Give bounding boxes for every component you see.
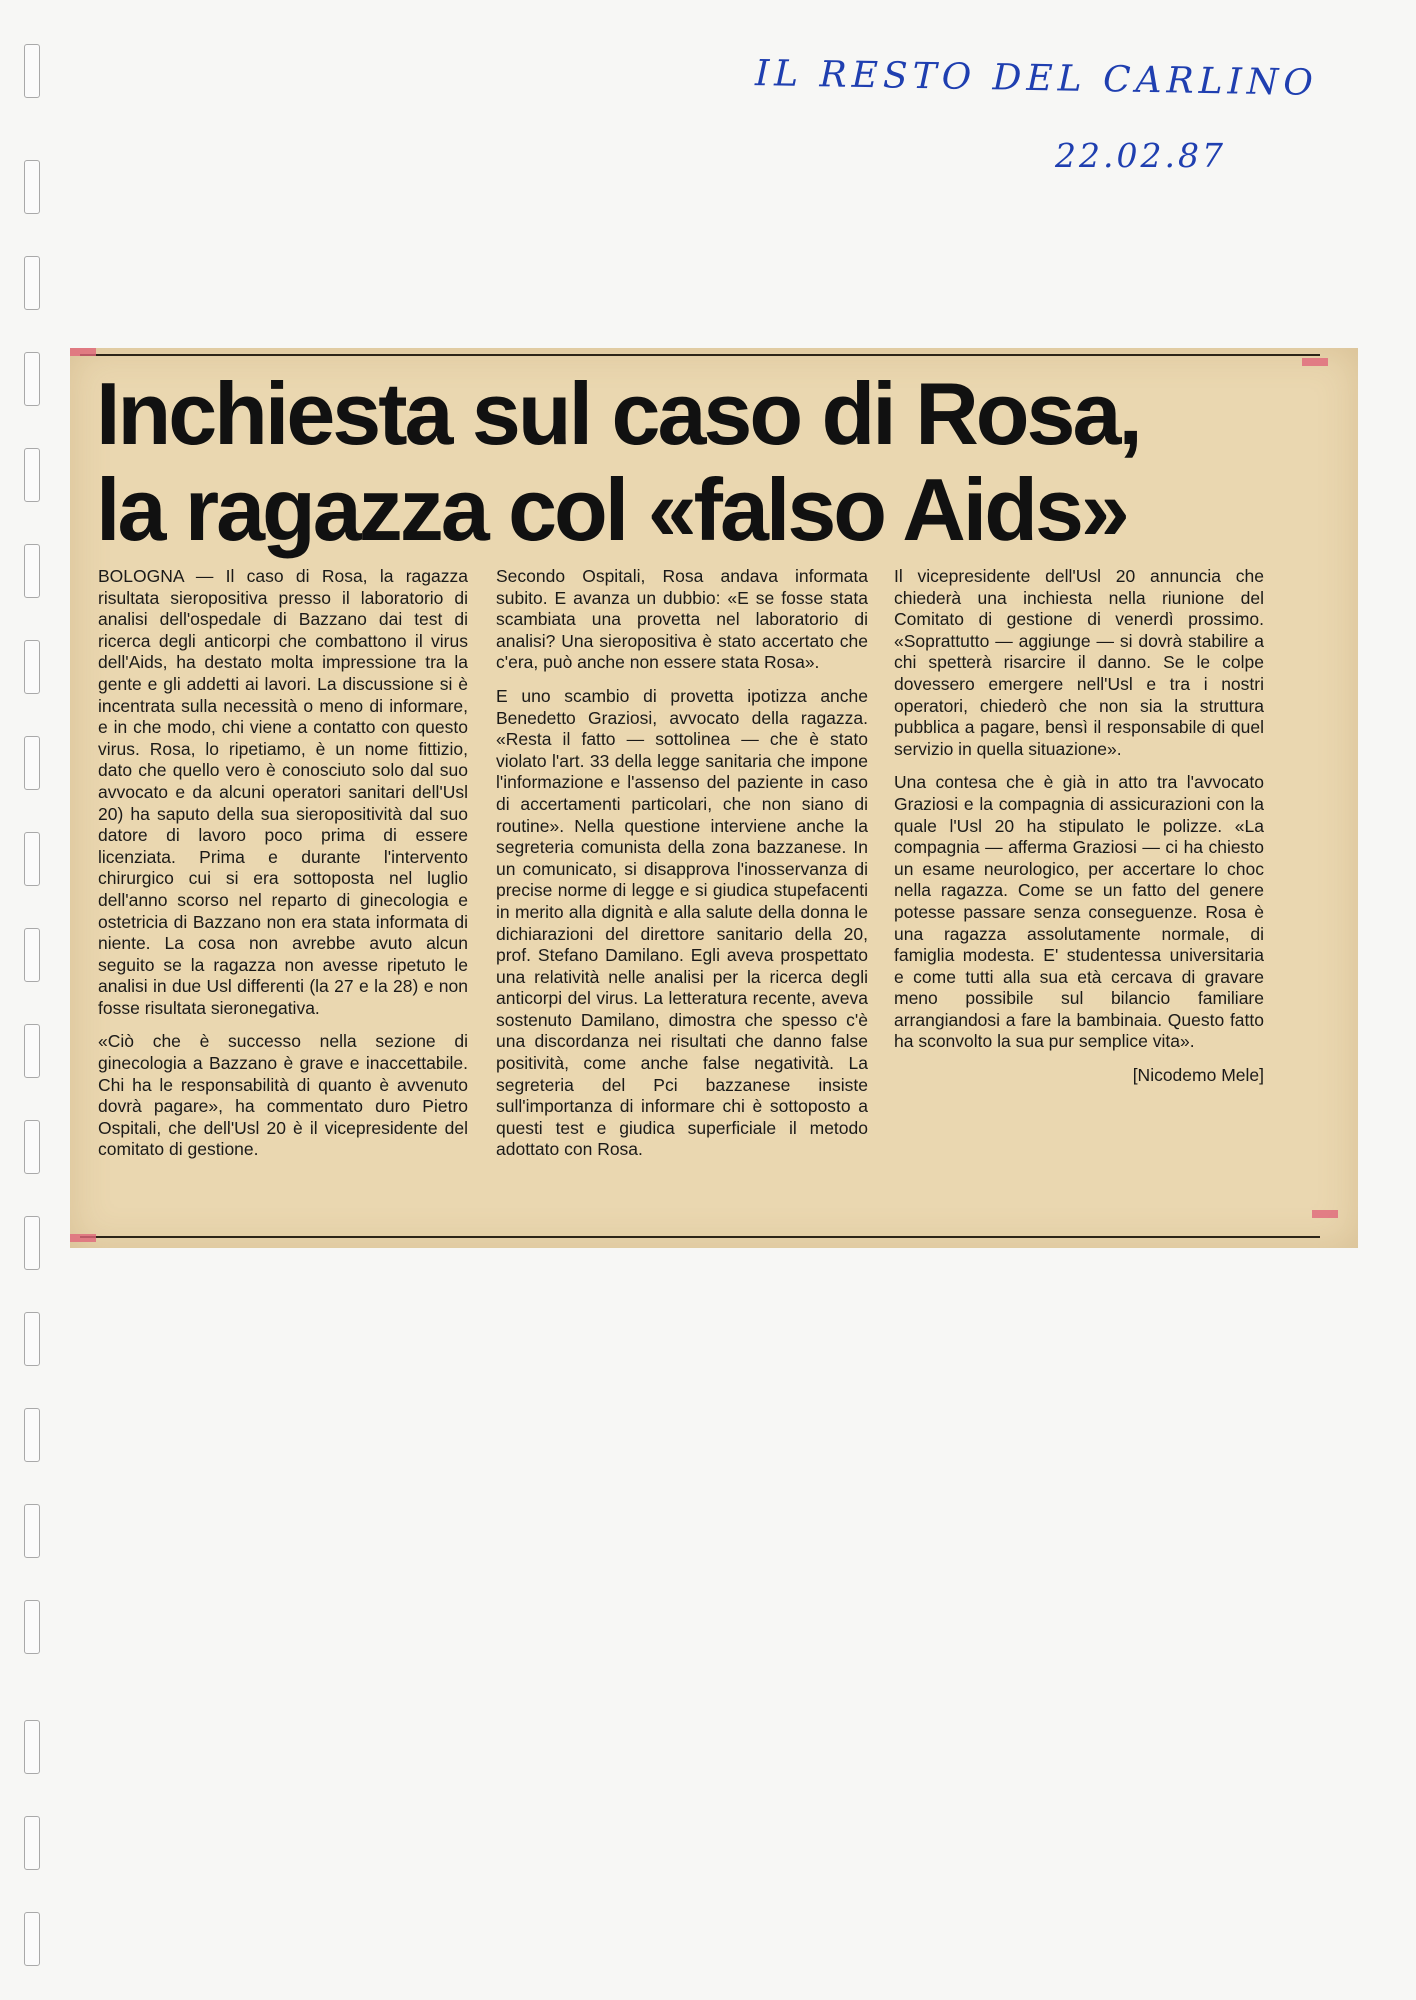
binder-hole — [24, 1912, 40, 1966]
paragraph: Il vicepresidente dell'Usl 20 annuncia che chiederà una inchiesta nella riunione del Comitato di gestione di venerdì prossimo. «Soprattutto — aggiunge — si dovrà stabilire a chi spetterà risarcire il danno. Se le colpe dovessero emergere nell'Usl e tra i nostri operatori, chiederò che non sia la struttura pubblica a pagare, bensì il responsabile di quel servizio in quella situazione». — [894, 566, 1264, 759]
binder-hole — [24, 832, 40, 886]
paragraph: Una contesa che è già in atto tra l'avvocato Graziosi e la compagnia di assicurazioni con la quale l'Usl 20 ha stipulato le polizze. «La compagnia — afferma Graziosi — ci ha chiesto un esame neurologico, per accertare lo choc nella ragazza. Come se un fatto del genere potesse passare senza conseguenze. Rosa è una ragazza assolutamente normale, di famiglia modesta. E' studentessa universitaria e come tutti alla sua età cercava di gravare meno possibile sul bilancio familiare arrangiandosi a fare la bambinaia. Questo fatto ha sconvolto la sua pur semplice vita». — [894, 772, 1264, 1052]
binder-hole — [24, 928, 40, 982]
handwritten-newspaper-name: IL RESTO DEL CARLINO — [754, 53, 1319, 104]
binder-hole — [24, 1720, 40, 1774]
binder-hole — [24, 1408, 40, 1462]
binder-hole — [24, 1600, 40, 1654]
article-column-3 — [894, 566, 1264, 1087]
binder-hole — [24, 256, 40, 310]
bottom-rule — [80, 1236, 1320, 1238]
binder-hole — [24, 544, 40, 598]
article-column-2 — [496, 566, 868, 1161]
binder-hole — [24, 1216, 40, 1270]
binder-hole — [24, 1504, 40, 1558]
binder-hole — [24, 736, 40, 790]
top-rule — [80, 354, 1320, 356]
paragraph: E uno scambio di provetta ipotizza anche Benedetto Graziosi, avvocato della ragazza. «Resta il fatto — sottolinea — che è stato violato l'art. 33 della legge sanitaria che impone l'informazione e l'assenso del paziente in caso di accertamenti particolari, che non siano di routine». Nella questione interviene anche la segreteria comunista della zona bazzanese. In un comunicato, si disapprova l'inosservanza di precise norme di legge e si giudica stupefacenti in merito alla dignità e alla salute della donna le dichiarazioni del direttore sanitario della 20, prof. Stefano Damilano. Egli aveva prospettato una relatività nelle analisi per la ricerca degli anticorpi del virus. La letteratura recente, aveva sostenuto Damilano, dimostra che spesso c'è una discordanza nei risultati che danno false positività, come anche false negatività. La segreteria del Pci bazzanese insiste sull'importanza di informare chi è sottoposto a questi test e giudica superficiale il metodo adottato con Rosa. — [496, 685, 868, 1160]
binder-hole — [24, 448, 40, 502]
headline-line-1: Inchiesta sul caso di Rosa, — [96, 364, 1140, 463]
binder-hole — [24, 1312, 40, 1366]
binder-hole — [24, 352, 40, 406]
paragraph: Secondo Ospitali, Rosa andava informata subito. E avanza un dubbio: «E se fosse stata scambiata una provetta nel laboratorio di analisi? Una sieropositiva è stato accertato che c'era, può anche non essere stata Rosa». — [496, 566, 868, 673]
binder-hole — [24, 44, 40, 98]
adjacent-clipping-edge — [1296, 348, 1358, 1248]
corner-mark — [70, 1234, 96, 1242]
binder-hole — [24, 1120, 40, 1174]
corner-mark — [70, 348, 96, 356]
paragraph: BOLOGNA — Il caso di Rosa, la ragazza risultata sieropositiva presso il laboratorio di analisi dell'ospedale di Bazzano dai test di ricerca degli anticorpi che combattono il virus dell'Aids, ha destato molta impressione tra la gente e gli addetti ai lavori. La discussione si è incentrata sulla necessità o meno di informare, e in che modo, chi viene a contatto con questo virus. Rosa, lo ripetiamo, è un nome fittizio, dato che quello vero è conosciuto solo dal suo avvocato e da alcuni operatori sanitari dell'Usl 20) ha saputo della sua sieropositività dal suo datore di lavoro poco prima di essere licenziata. Prima e durante l'intervento chirurgico cui si era sottoposta nel luglio dell'anno scorso nel reparto di ginecologia e ostetricia di Bazzano non era stata informata di niente. La cosa non avrebbe avuto alcun seguito se la ragazza non avesse ripetuto le analisi in due Usl differenti (la 27 e la 28) e non fosse risultata sieronegativa. — [98, 566, 468, 1018]
corner-mark — [1312, 1210, 1338, 1218]
binder-hole — [24, 160, 40, 214]
article-column-1 — [98, 566, 468, 1161]
handwritten-date: 22.02.87 — [1055, 136, 1226, 175]
binder-hole — [24, 1024, 40, 1078]
paragraph: «Ciò che è successo nella sezione di ginecologia a Bazzano è grave e inaccettabile. Chi ha le responsabilità di quanto è avvenuto dovrà pagare», ha commentato duro Pietro Ospitali, che dell'Usl 20 è il vicepresidente del comitato di gestione. — [98, 1031, 468, 1160]
newspaper-clipping — [70, 348, 1358, 1248]
headline-line-2: la ragazza col «falso Aids» — [96, 460, 1127, 559]
binder-hole — [24, 1816, 40, 1870]
binder-hole — [24, 640, 40, 694]
author-signature: [Nicodemo Mele] — [1132, 1065, 1264, 1086]
headline — [96, 366, 1140, 558]
